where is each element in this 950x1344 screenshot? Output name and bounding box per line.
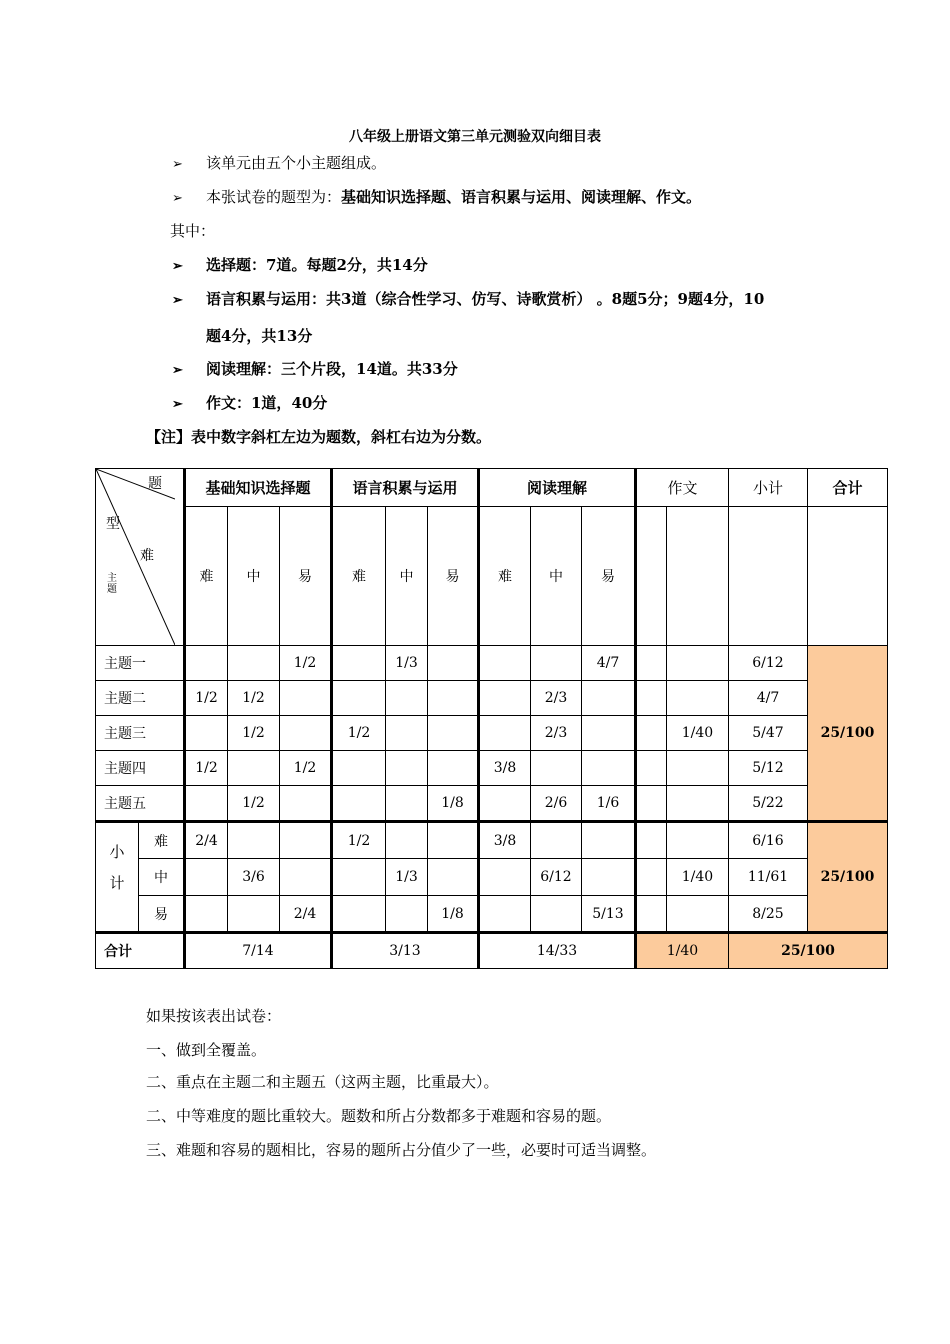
table-cell [531,646,582,681]
intro-line-6: 题4分，共13分 [206,327,313,345]
intro-text-2b: 基础知识选择题、语言积累与运用、阅读理解、作文。 [341,188,702,206]
topic-label: 主题一 [96,646,185,681]
table-cell [636,646,667,681]
subtotal-label-text: 小计 [107,844,126,906]
table-cell: 5/22 [729,786,808,822]
table-cell [636,751,667,786]
table-cell: 2/3 [531,681,582,716]
intro-line-5 [172,288,764,309]
table-cell: 3/6 [228,859,280,896]
table-cell: 1/2 [332,822,386,859]
table-cell: 1/2 [280,646,332,681]
diagonal-lines [96,469,175,645]
table-cell: 3/8 [479,822,531,859]
table-cell [479,716,531,751]
intro-line-2 [172,186,701,207]
level-cell: 易 [582,507,636,646]
table-cell [228,646,280,681]
table-cell [479,646,531,681]
group-jichu: 基础知识选择题 [185,469,332,507]
table-cell [228,822,280,859]
arrow-bullet-icon: ➢ [172,363,183,378]
table-cell [332,896,386,933]
corner-nan: 难 [140,548,154,564]
corner-diagonal [96,469,183,645]
table-cell [280,786,332,822]
total-yuedu: 14/33 [479,933,636,969]
table-cell [636,822,667,859]
table-cell: 6/12 [531,859,582,896]
table-cell [428,681,479,716]
table-cell [636,716,667,751]
table-cell [667,822,729,859]
table-cell [582,681,636,716]
table-cell [185,716,228,751]
subtotal-label [96,822,139,933]
table-cell [332,786,386,822]
table-cell: 5/13 [582,896,636,933]
table-cell [280,716,332,751]
table-cell: 1/2 [228,681,280,716]
table-cell [280,681,332,716]
table-cell [636,896,667,933]
table-cell [582,716,636,751]
intro-text-1: 该单元由五个小主题组成。 [206,154,387,172]
table-cell [428,716,479,751]
table-cell: 2/3 [531,716,582,751]
table-cell [386,896,428,933]
table-cell [479,786,531,822]
table-cell: 5/47 [729,716,808,751]
conclusion-4: 二、中等难度的题比重较大。题数和所占分数都多于难题和容易的题。 [146,1107,612,1125]
table-cell [479,859,531,896]
empty-cell [667,507,729,646]
table-cell: 1/8 [428,896,479,933]
level-cell: 中 [531,507,582,646]
table-cell [428,859,479,896]
subtotal-row [96,859,888,896]
intro-line-1 [172,152,386,173]
table-cell [667,896,729,933]
table-cell [386,822,428,859]
intro-text-5: 语言积累与运用：共3道（综合性学习、仿写、诗歌赏析） 。8题5分；9题4分，10 [206,290,765,308]
group-yuyan: 语言积累与运用 [332,469,479,507]
conclusion-5: 三、难题和容易的题相比，容易的题所占分值少了一些，必要时可适当调整。 [146,1141,657,1159]
table-cell [280,859,332,896]
table-cell: 2/6 [531,786,582,822]
table-row [96,646,888,681]
table-cell [582,751,636,786]
table-cell [332,646,386,681]
table-cell: 1/2 [185,751,228,786]
level-label: 中 [139,859,185,896]
note-line: 【注】表中数字斜杠左边为题数，斜杠右边为分数。 [146,428,492,446]
table-cell [386,681,428,716]
table-cell [582,859,636,896]
conclusion-3: 二、重点在主题二和主题五（这两主题，比重最大）。 [146,1073,499,1091]
table-row [96,751,888,786]
table-cell: 4/7 [582,646,636,681]
corner-zhuti: 主题 [107,573,117,595]
table-row [96,716,888,751]
table-cell [386,716,428,751]
table-cell: 1/40 [667,859,729,896]
topic-label: 主题三 [96,716,185,751]
detail-table [95,468,888,969]
intro-line-7 [172,358,458,379]
arrow-bullet-icon: ➢ [172,293,183,308]
table-cell [667,646,729,681]
table-cell: 4/7 [729,681,808,716]
table-cell [479,896,531,933]
table-cell [531,822,582,859]
intro-line-3: 其中： [170,222,216,240]
table-cell: 1/2 [228,716,280,751]
level-cell: 易 [280,507,332,646]
table-cell: 1/6 [582,786,636,822]
table-cell [386,751,428,786]
total-zuowen: 1/40 [636,933,729,969]
table-cell: 2/4 [280,896,332,933]
arrow-bullet-icon: ➢ [172,259,183,274]
level-cell: 易 [428,507,479,646]
total-jichu: 7/14 [185,933,332,969]
table-cell [185,896,228,933]
table-row [96,786,888,822]
total-all: 25/100 [729,933,888,969]
level-label: 难 [139,822,185,859]
table-cell: 8/25 [729,896,808,933]
table-cell [531,751,582,786]
table-cell [185,859,228,896]
table-cell: 3/8 [479,751,531,786]
table-cell [185,646,228,681]
total-yuyan: 3/13 [332,933,479,969]
table-cell [428,646,479,681]
table-cell: 1/40 [667,716,729,751]
empty-cell [729,507,808,646]
level-cell: 中 [386,507,428,646]
table-cell [636,859,667,896]
table-cell [386,786,428,822]
conclusion-1: 如果按该表出试卷： [146,1007,282,1025]
table-cell [280,822,332,859]
table-cell [636,786,667,822]
table-cell: 6/12 [729,646,808,681]
table-cell: 11/61 [729,859,808,896]
table-cell: 1/2 [332,716,386,751]
table-cell: 1/2 [228,786,280,822]
table-cell [531,896,582,933]
table-row [96,681,888,716]
group-xiaoji: 小计 [729,469,808,507]
intro-text-2a: 本张试卷的题型为： [206,188,342,206]
table-cell: 1/3 [386,859,428,896]
intro-text-4: 选择题：7道。每题2分，共14分 [206,256,428,274]
topic-label: 主题二 [96,681,185,716]
total-label: 合计 [96,933,185,969]
table-cell [185,786,228,822]
table-cell [636,681,667,716]
table-cell [667,751,729,786]
group-heji: 合计 [808,469,888,507]
empty-cell [808,507,888,646]
level-cell: 难 [332,507,386,646]
group-yuedu: 阅读理解 [479,469,636,507]
topics-total: 25/100 [808,646,888,822]
level-cell: 中 [228,507,280,646]
arrow-bullet-icon: ➢ [172,397,183,412]
corner-header [96,469,185,646]
table-cell [667,681,729,716]
table-cell: 1/2 [185,681,228,716]
conclusion-2: 一、做到全覆盖。 [146,1041,267,1059]
page-title: 八年级上册语文第三单元测验双向细目表 [349,129,601,145]
empty-cell [636,507,667,646]
arrow-bullet-icon: ➢ [172,191,183,206]
table-cell: 2/4 [185,822,228,859]
subtotal-row [96,896,888,933]
table-cell [428,822,479,859]
table-cell: 6/16 [729,822,808,859]
intro-line-4 [172,254,428,275]
level-label: 易 [139,896,185,933]
table-cell [428,751,479,786]
intro-text-8: 作文：1道，40分 [206,394,328,412]
table-cell: 1/8 [428,786,479,822]
table-cell [332,751,386,786]
subtotal-total: 25/100 [808,822,888,933]
table-cell [228,751,280,786]
intro-text-7: 阅读理解：三个片段，14道。共33分 [206,360,458,378]
subtotal-row [96,822,888,859]
level-cell: 难 [185,507,228,646]
corner-xing: 型 [106,516,120,532]
corner-ti: 题 [148,476,162,492]
topic-label: 主题四 [96,751,185,786]
table-cell: 1/2 [280,751,332,786]
topic-label: 主题五 [96,786,185,822]
level-cell: 难 [479,507,531,646]
table-cell [332,681,386,716]
intro-line-8 [172,392,327,413]
table-cell [228,896,280,933]
table-cell: 1/3 [386,646,428,681]
table-cell [479,681,531,716]
table-cell: 5/12 [729,751,808,786]
arrow-bullet-icon: ➢ [172,157,183,172]
group-zuowen: 作文 [636,469,729,507]
table-cell [332,859,386,896]
table-cell [667,786,729,822]
table-cell [582,822,636,859]
